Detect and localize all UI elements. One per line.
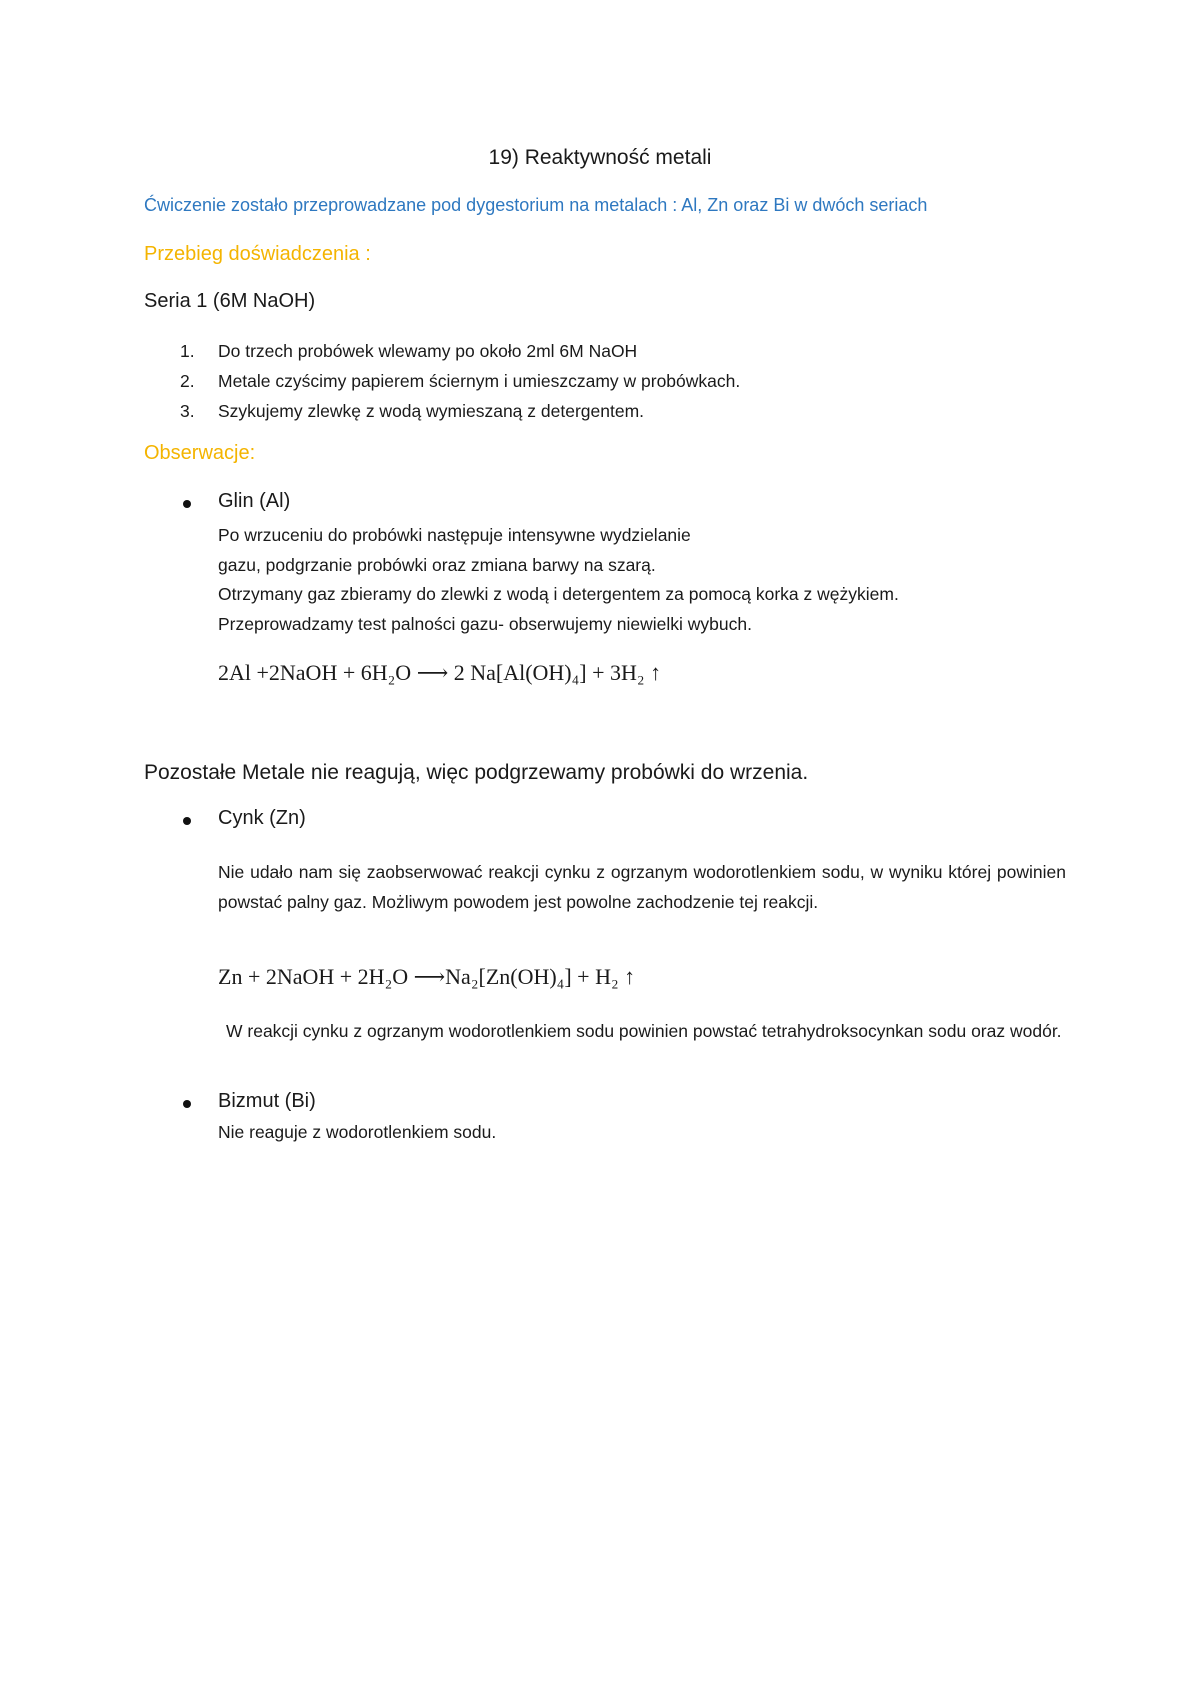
cynk-description: Nie udało nam się zaobserwować reakcji cynku z ogrzanym wodorotlenkiem sodu, w wyniku której powinien powstać palny gaz. Możliwym powodem jest powolne zachodzenie tej reakcji. — [218, 862, 1066, 912]
metal-name-cynk: Cynk (Zn) — [218, 807, 306, 829]
bizmut-description: Nie reaguje z wodorotlenkiem sodu. — [218, 1122, 497, 1142]
glin-equation: 2Al +2NaOH + 6H₂O ⟶ 2 Na[Al(OH)₄] + 3H₂ ↑ — [218, 660, 662, 685]
list-item — [180, 396, 740, 426]
glin-line: Po wrzuceniu do probówki następuje intensywne wydzielanie — [218, 525, 691, 545]
glin-line: Przeprowadzamy test palności gazu- obserwujemy niewielki wybuch. — [218, 613, 752, 634]
remaining-metals-text: Pozostałe Metale nie reagują, więc podgrzewamy probówki do wrzenia. — [144, 761, 809, 784]
series-heading: Seria 1 (6M NaOH) — [144, 290, 316, 312]
page-title: 19) Reaktywność metali — [488, 146, 712, 169]
list-item — [180, 336, 740, 366]
step-text: Szykujemy zlewkę z wodą wymieszaną z detergentem. — [218, 401, 645, 421]
step-text: Do trzech probówek wlewamy po około 2ml 6M NaOH — [218, 341, 638, 361]
procedure-steps-list — [180, 336, 740, 426]
metal-name-bizmut: Bizmut (Bi) — [218, 1090, 316, 1112]
glin-line: Otrzymany gaz zbieramy do zlewki z wodą i detergentem za pomocą korka z wężykiem. — [218, 584, 899, 604]
intro-text: Ćwiczenie zostało przeprowadzane pod dygestorium na metalach : Al, Zn oraz Bi w dwóch seriach — [144, 195, 928, 215]
list-item — [180, 366, 740, 396]
glin-line: gazu, podgrzanie probówki oraz zmiana barwy na szarą. — [218, 554, 656, 575]
bullet-icon — [183, 1100, 191, 1108]
bullet-icon — [183, 500, 191, 508]
observations-heading: Obserwacje: — [144, 442, 256, 464]
step-number: 3. — [180, 401, 195, 421]
cynk-equation: Zn + 2NaOH + 2H₂O ⟶Na₂[Zn(OH)₄] + H₂ ↑ — [218, 964, 636, 989]
step-text: Metale czyścimy papierem ściernym i umieszczamy w probówkach. — [218, 371, 741, 391]
cynk-note: W reakcji cynku z ogrzanym wodorotlenkiem sodu powinien powstać tetrahydroksocynkan sodu oraz wodór. — [226, 1021, 1062, 1041]
bullet-icon — [183, 817, 191, 825]
step-number: 2. — [180, 371, 195, 391]
step-number: 1. — [180, 341, 195, 361]
procedure-heading: Przebieg doświadczenia : — [144, 243, 371, 265]
glin-description — [218, 521, 899, 639]
metal-name-glin: Glin (Al) — [218, 490, 291, 512]
